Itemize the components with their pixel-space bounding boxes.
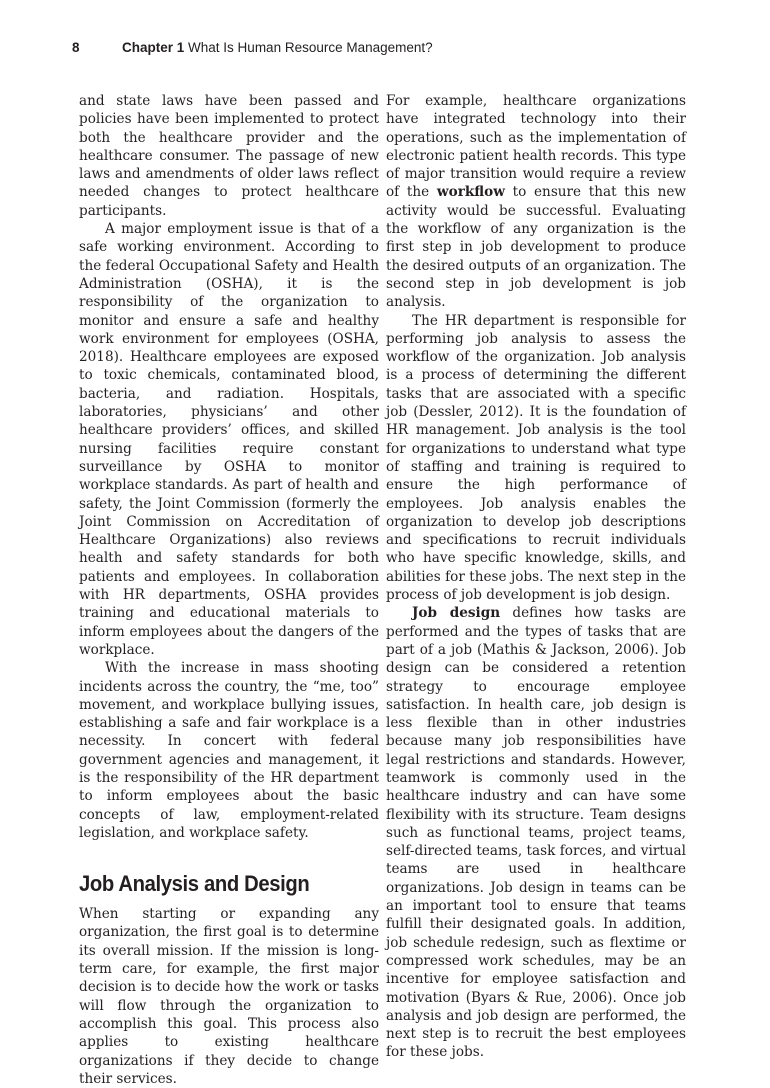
page-number: 8 — [72, 40, 80, 55]
paragraph-workflow — [386, 92, 686, 312]
chapter-title: What Is Human Resource Management? — [188, 40, 433, 55]
paragraph-mission: When starting or expanding any organization, the first goal is to determine its overall mission. If the mission is long-term care, for example, the first major decision is to decide how the work or tasks will flow through the organization to accomplish this goal. This process also applies to existing healthcare organizations if they decide to change their services. — [79, 906, 379, 1087]
paragraph-job-analysis: The HR department is responsible for performing job analysis to assess the workflow of the organization. Job analysis is a process of determining the different tasks that are associated with a specific job (Dessler, 2012). It is the foundation of HR management. Job analysis is the tool for organizations to understand what type of staffing and training is required to ensure the high performance of employees. Job analysis enables the organization to develop job descriptions and specifications to recruit individuals who have specific knowledge, skills, and abilities for these jobs. The next step in the process of job development is job design. — [386, 312, 686, 604]
workflow-term: workflow — [436, 184, 505, 201]
left-column — [79, 92, 379, 1088]
paragraph-osha: A major employment issue is that of a safe working environment. According to the federal Occupational Safety and Health Administration (OSHA), it is the responsibility of the organization to monitor and ensure a safe and healthy work environment for employees (OSHA, 2018). Healthcare employees are exposed to toxic chemicals, contaminated blood, bacteria, and radiation. Hospitals, laboratories, physicians’ and other healthcare providers’ offices, and skilled nursing facilities require constant surveillance by OSHA to monitor workplace standards. As part of health and safety, the Joint Commission (formerly the Joint Commission on Accreditation of Healthcare Organizations) also reviews health and safety standards for both patients and employees. In collaboration with HR departments, OSHA provides training and educational materials to inform employees about the dangers of the workplace. — [79, 221, 379, 658]
paragraph-continued: and state laws have been passed and policies have been implemented to protect both the healthcare provider and the healthcare consumer. The passage of new laws and amendments of older laws reflect needed changes to protect healthcare participants. — [79, 93, 379, 219]
job-design-text: defines how tasks are performed and the types of tasks that are part of a job (Mathis & Jackson, 2006). Job design can be considered a retention strategy to encourage employee satisfaction. In health care, job design is less flexible than in other industries because many job responsibilities have legal restrictions and standards. However, teamwork is commonly used in the healthcare industry and can have some flexibility with its structure. Team designs such as functional teams, project teams, self-directed teams, task forces, and virtual teams are used in healthcare organizations. Job design in teams can be an important tool to ensure that teams fulfill their designated goals. In addition, job schedule redesign, such as flextime or compressed work schedules, may be an incentive for employee satisfaction and motivation (Byars & Rue, 2006). Once job analysis and job design are performed, the next step is to recruit the best employees for these jobs. — [386, 605, 686, 1061]
right-column — [386, 92, 686, 1062]
section-heading: Job Analysis and Design — [79, 871, 310, 897]
job-design-term: Job design — [412, 605, 501, 622]
chapter-label: Chapter 1 — [122, 40, 185, 55]
workflow-text-before: For example, healthcare organizations have integrated technology into their operations, such as the implementation of electronic patient health records. This type of major transition would require a review of the — [386, 93, 686, 201]
workflow-text-after: to ensure that this new activity would be successful. Evaluating the workflow of any organization is the first step in job development to produce the desired outputs of an organization. The second step in job development is job analysis. — [386, 184, 687, 311]
running-header — [72, 40, 702, 62]
paragraph-job-design — [386, 604, 686, 1061]
paragraph-workplace-safety: With the increase in mass shooting incidents across the country, the “me, too” movement, and workplace bullying issues, establishing a safe and fair workplace is a necessity. In concert with federal government agencies and management, it is the responsibility of the HR department to inform employees about the basic concepts of law, employment-related legislation, and workplace safety. — [79, 660, 379, 841]
